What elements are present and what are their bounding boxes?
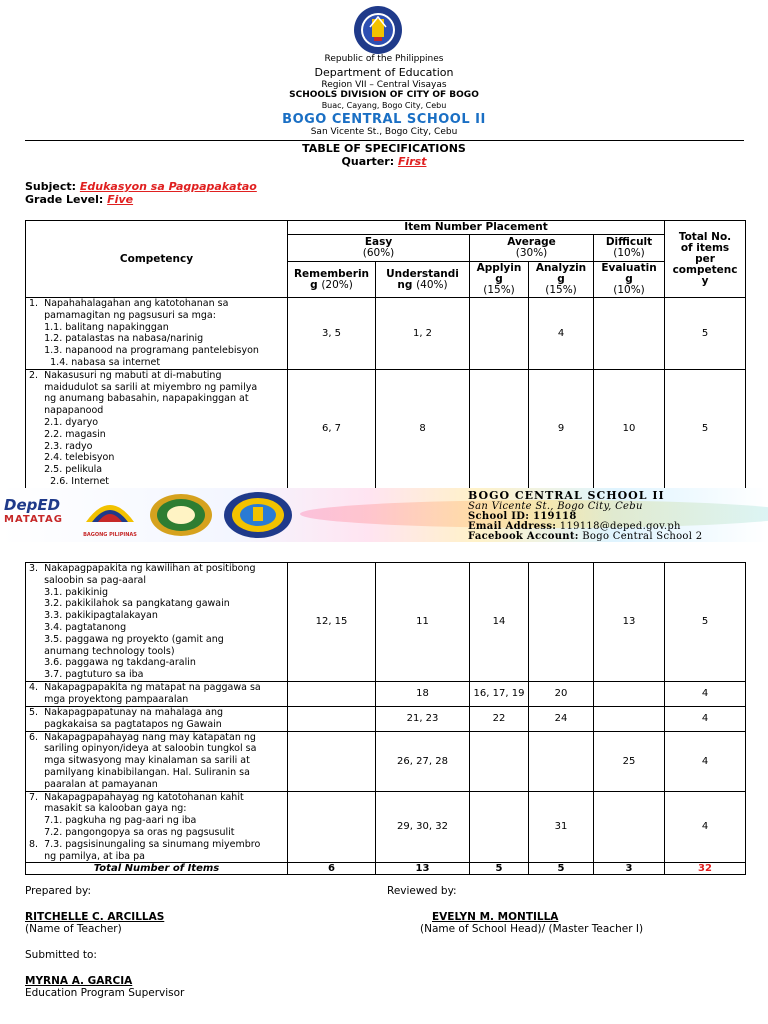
analyzing-cell: 31 [529,791,594,863]
competency-line: 6. Nakapagpapahayag nang may katapatan ng [29,731,256,743]
quarter-line [0,155,768,168]
understanding-cell: 1, 2 [376,298,470,370]
understanding-cell: 18 [376,681,470,706]
remembering-cell [288,706,376,731]
applying-cell [470,731,529,791]
totals-remembering: 6 [288,863,376,875]
table-row [26,369,746,488]
competency-line: 1.2. patalastas na nabasa/narinig [29,333,204,345]
competency-line: mga sitwasyong may kinalaman sa sarili at [29,755,250,767]
competency-line: 5. Nakapagpapatunay na mahalaga ang [29,706,223,718]
analyzing-cell [529,731,594,791]
competency-line: 3.6. paggawa ng takdang-aralin [29,657,196,669]
competency-cell [26,369,288,488]
deped-seal-icon [353,5,403,55]
competency-line: 2.5. pelikula [29,464,103,476]
competency-line: 2. Nakasusuri ng mabuti at di-mabuting [29,369,222,381]
grade-label: Grade Level: [25,193,104,206]
competency-line: ng anumang babasahin, napapakinggan at [29,393,249,405]
region-text: Region VII – Central Visayas [321,80,447,90]
competency-line: napapanood [29,405,104,417]
competency-cell [26,563,288,682]
header-divider [25,140,744,141]
understanding-cell: 29, 30, 32 [376,791,470,863]
table-row [26,563,746,682]
competency-line: paaralan at pamayanan [29,778,158,790]
applying-cell [470,791,529,863]
total-items-header: Total No. of items per competenc y [665,221,746,298]
competency-line: 7.2. pangongopya sa oras ng pagsusulit [29,826,235,838]
average-header: Average (30%) [470,235,594,262]
total-cell: 4 [665,681,746,706]
total-cell: 5 [665,369,746,488]
total-cell: 5 [665,563,746,682]
reviewed-label: Reviewed by: [387,885,457,897]
competency-cell [26,681,288,706]
easy-header: Easy (60%) [288,235,470,262]
banner-facebook: Facebook Account: Bogo Central School 2 [468,531,703,542]
bagong-pilipinas-logo: BAGONG PILIPINAS [80,494,140,536]
competency-cell [26,731,288,791]
competency-line: 3. Nakapagpapakita ng kawilihan at positibong [29,563,256,574]
specifications-table-part2 [25,562,746,875]
remembering-cell: 3, 5 [288,298,376,370]
competency-line: 2.2. magasin [29,428,106,440]
totals-evaluating: 3 [594,863,665,875]
grade-line [25,193,133,206]
evaluating-cell: 13 [594,563,665,682]
banner-school-id: School ID: 119118 [468,511,577,522]
competency-header: Competency [26,221,288,298]
school-seal-icon [222,491,294,542]
subject-line [25,180,257,193]
division-address: Buac, Cayang, Bogo City, Cebu [321,101,447,110]
totals-understanding: 13 [376,863,470,875]
totals-analyzing: 5 [529,863,594,875]
difficult-header: Difficult (10%) [594,235,665,262]
banner-school-name: BOGO CENTRAL SCHOOL II [468,489,665,502]
competency-line: maidudulot sa sarili at miyembro ng pamilya [29,381,258,393]
evaluating-cell [594,298,665,370]
understanding-header: Understandi ng (40%) [376,262,470,298]
analyzing-cell: 20 [529,681,594,706]
competency-line: 2.3. radyo [29,440,93,452]
understanding-cell: 8 [376,369,470,488]
teacher-role: (Name of Teacher) [25,923,122,935]
submitted-label: Submitted to: [25,949,97,961]
applying-cell [470,298,529,370]
totals-label: Total Number of Items [26,863,288,875]
school-address: San Vicente St., Bogo City, Cebu [310,127,458,137]
evaluating-cell [594,791,665,863]
item-placement-header: Item Number Placement [288,221,665,235]
total-cell: 5 [665,298,746,370]
totals-applying: 5 [470,863,529,875]
competency-line: 2.6. Internet [29,475,110,487]
competency-line: 3.1. pakikinig [29,586,109,598]
department-text: Department of Education [314,66,454,79]
competency-line: 1.1. balitang napakinggan [29,321,169,333]
competency-line: 7.1. pagkuha ng pag-aari ng iba [29,815,197,827]
total-cell: 4 [665,706,746,731]
competency-line: 8. 7.3. pagsisinungaling sa sinumang miyembro [29,838,261,850]
remembering-cell [288,791,376,863]
banner-address: San Vicente St., Bogo City, Cebu [468,501,643,512]
subject-label: Subject: [25,180,77,193]
evaluating-cell [594,706,665,731]
total-cell: 4 [665,731,746,791]
competency-line: pagkakaisa sa pagtatapos ng Gawain [29,718,222,730]
evaluating-cell: 25 [594,731,665,791]
table-row [26,731,746,791]
competency-line: 3.3. pakikipagtalakayan [29,610,158,622]
competency-line: pamilyang kinabibilangan. Hal. Suliranin sa [29,766,250,778]
school-head-role: (Name of School Head)/ (Master Teacher I) [420,923,644,935]
competency-line: 1.4. nabasa sa internet [29,356,161,368]
competency-line: 3.2. pakikilahok sa pangkatang gawain [29,598,230,610]
competency-line: ng pamilya, at iba pa [29,850,145,862]
understanding-cell: 26, 27, 28 [376,731,470,791]
total-cell: 4 [665,791,746,863]
school-head-name: EVELYN M. MONTILLA [432,911,559,923]
division-text: SCHOOLS DIVISION OF CITY OF BOGO [289,90,479,100]
evaluating-header: Evaluatin g (10%) [594,262,665,298]
remembering-header: Rememberin g (20%) [288,262,376,298]
analyzing-cell: 9 [529,369,594,488]
competency-line: 3.5. paggawa ng proyekto (gamit ang [29,633,224,645]
school-banner [0,488,768,542]
evaluating-cell [594,681,665,706]
competency-line: 1. Napahahalagahan ang katotohanan sa [29,298,229,309]
totals-row [26,863,746,875]
applying-cell: 14 [470,563,529,682]
table-row [26,791,746,863]
remembering-cell: 12, 15 [288,563,376,682]
competency-line: pamamagitan ng pagsusuri sa mga: [29,309,216,321]
applying-cell [470,369,529,488]
table-row [26,298,746,370]
subject-value: Edukasyon sa Pagpapakatao [79,180,257,193]
competency-line: 3.4. pagtatanong [29,621,127,633]
evaluating-cell: 10 [594,369,665,488]
document-title: TABLE OF SPECIFICATIONS [302,142,466,155]
competency-line: masakit sa kalooban gaya ng: [29,803,187,815]
competency-line: 7. Nakapagpapahayag ng katotohanan kahit [29,791,244,803]
school-name: BOGO CENTRAL SCHOOL II [282,112,486,127]
quarter-label: Quarter: [341,155,395,168]
competency-line: 3.7. pagtuturo sa iba [29,669,144,681]
applying-cell: 16, 17, 19 [470,681,529,706]
teacher-name: RITCHELLE C. ARCILLAS [25,911,165,923]
competency-cell [26,791,288,863]
deped-matatag-logo: DepED MATATAG [4,496,63,525]
competency-line: sariling opinyon/ideya at saloobin tungkol sa [29,743,257,755]
remembering-cell [288,731,376,791]
republic-text: Republic of the Philippines [324,54,444,64]
applying-header: Applyin g (15%) [470,262,529,298]
banner-email: Email Address: 119118@deped.gov.ph [468,521,681,532]
specifications-table-part1 [25,220,746,489]
analyzing-cell: 4 [529,298,594,370]
competency-line: 4. Nakapagpapakita ng matapat na paggawa sa [29,681,261,693]
remembering-cell: 6, 7 [288,369,376,488]
competency-cell [26,706,288,731]
applying-cell: 22 [470,706,529,731]
grade-value: Five [107,193,134,206]
competency-line: 1.3. napanood na programang pantelebisyon [29,345,259,357]
competency-line: 2.1. dyaryo [29,416,99,428]
analyzing-cell [529,563,594,682]
totals-grand-total: 32 [665,863,746,875]
competency-cell [26,298,288,370]
analyzing-cell: 24 [529,706,594,731]
understanding-cell: 11 [376,563,470,682]
table-row [26,706,746,731]
division-seal-icon [148,493,214,541]
analyzing-header: Analyzin g (15%) [529,262,594,298]
competency-line: 2.4. telebisyon [29,452,115,464]
supervisor-role: Education Program Supervisor [25,987,185,999]
competency-line: mga proyektong pampaaralan [29,693,189,705]
understanding-cell: 21, 23 [376,706,470,731]
supervisor-name: MYRNA A. GARCIA [25,975,133,987]
competency-line: saloobin sa pag-aaral [29,574,146,586]
quarter-value: First [397,155,427,168]
table-row [26,681,746,706]
competency-line: anumang technology tools) [29,645,175,657]
remembering-cell [288,681,376,706]
prepared-label: Prepared by: [25,885,91,897]
